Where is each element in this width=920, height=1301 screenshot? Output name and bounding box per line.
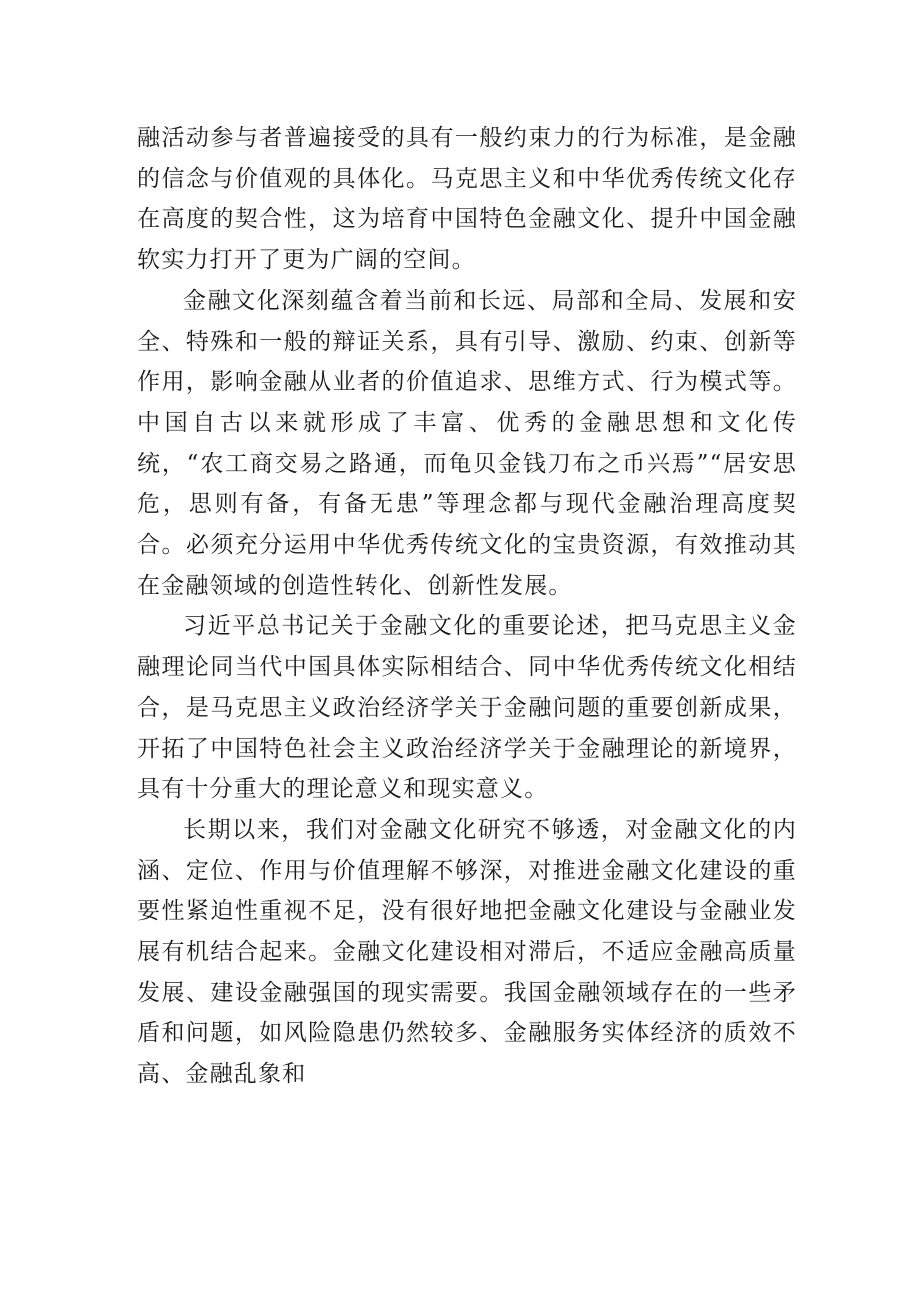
paragraph-4: 长期以来，我们对金融文化研究不够透，对金融文化的内涵、定位、作用与价值理解不够深，对推进金融文化建设的重要性紧迫性重视不足，没有很好地把金融文化建设与金融业发展有机结合起来。金融文化建设相对滞后，不适应金融高质量发展、建设金融强国的现实需要。我国金融领域存在的一些矛盾和问题，如风险隐患仍然较多、金融服务实体经济的质效不高、金融乱象和 — [137, 816, 797, 1088]
paragraph-2: 金融文化深刻蕴含着当前和长远、局部和全局、发展和安全、特殊和一般的辩证关系，具有引导、激励、约束、创新等作用，影响金融从业者的价值追求、思维方式、行为模式等。中国自古以来就形成了丰富、优秀的金融思想和文化传统，“农工商交易之路通，而龟贝金钱刀布之币兴焉”“居安思危，思则有备，有备无患”等理念都与现代金融治理高度契合。必须充分运用中华优秀传统文化的宝贵资源，有效推动其在金融领域的创造性转化、创新性发展。 — [137, 287, 797, 599]
document-body — [137, 118, 797, 1095]
paragraph-1: 融活动参与者普遍接受的具有一般约束力的行为标准，是金融的信念与价值观的具体化。马克思主义和中华优秀传统文化存在高度的契合性，这为培育中国特色金融文化、提升中国金融软实力打开了更为广阔的空间。 — [137, 125, 797, 274]
paragraph-3: 习近平总书记关于金融文化的重要论述，把马克思主义金融理论同当代中国具体实际相结合、同中华优秀传统文化相结合，是马克思主义政治经济学关于金融问题的重要创新成果，开拓了中国特色社会主义政治经济学关于金融理论的新境界，具有十分重大的理论意义和现实意义。 — [137, 613, 797, 803]
